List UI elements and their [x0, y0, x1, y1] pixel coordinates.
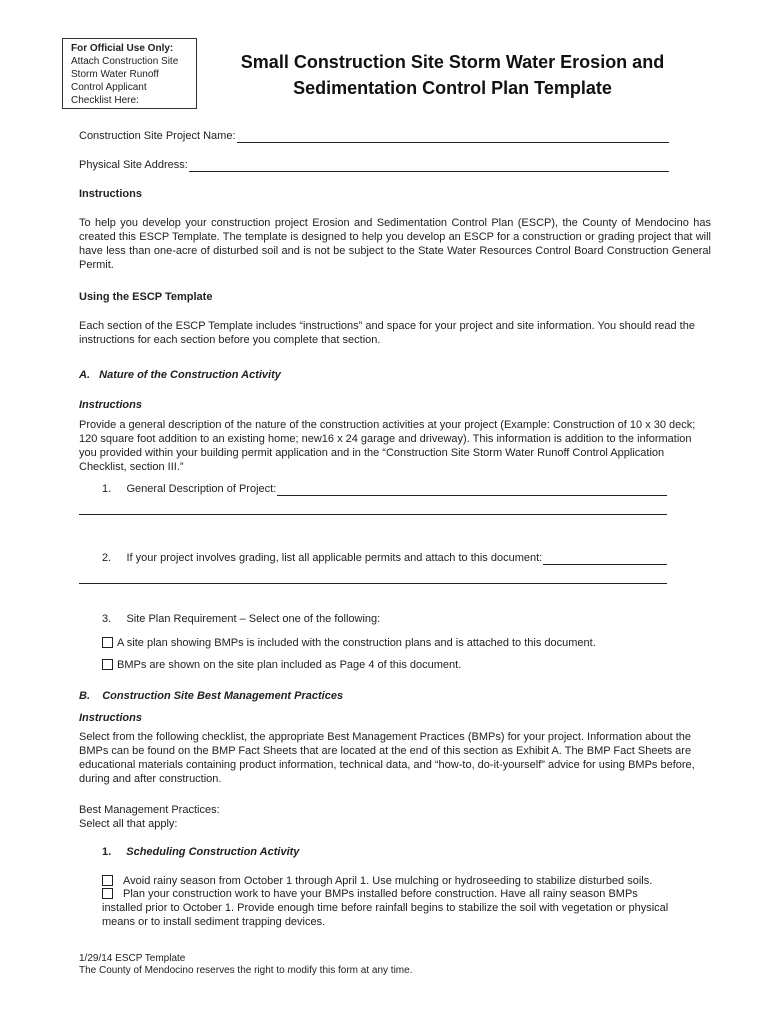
site-address-field[interactable]	[79, 158, 669, 172]
scheduling-heading	[102, 845, 299, 859]
check-2-continued: installed prior to October 1. Provide enough time before rainfall begins to stabilize the soil with vegetation or physical means or to install sediment trapping devices.	[102, 902, 669, 928]
section-b-text: Select from the following checklist, the appropriate Best Management Practices (BMPs) for your project. Information about the BMPs can be found on the BMP Fact Sheets that are located at the end of this section as Exhibit A. The BMP Fact Sheets are educational materials containing product information, technical data, and “how-to, do-it-yourself” advice for using BMPs before, during and after construction.	[79, 731, 695, 785]
footer-date: 1/29/14 ESCP Template	[79, 953, 186, 964]
site-address-line[interactable]	[189, 159, 669, 172]
check-2-label: Plan your construction work to have your BMPs installed before construction. Have all rainy season BMPs	[123, 888, 638, 900]
title-line-2: Sedimentation Control Plan Template	[293, 78, 612, 98]
section-a-instructions-heading: Instructions	[79, 399, 142, 411]
option-2-checkbox[interactable]	[102, 659, 113, 670]
using-template-heading: Using the ESCP Template	[79, 291, 213, 303]
site-address-label: Physical Site Address:	[79, 159, 188, 171]
official-use-line: Attach Construction Site	[71, 56, 179, 67]
title-line-1: Small Construction Site Storm Water Erosion and	[240, 52, 665, 72]
grading-permits-field[interactable]	[102, 551, 667, 565]
official-use-line: Storm Water Runoff	[71, 69, 159, 80]
section-a-text: Provide a general description of the nature of the construction activities at your project (Example: Construction of 10 x 30 deck; 120 square foot addition to an existing home; new16 x 24 garage and driveway). This information is addition to the information you provided within your building permit application and in the “Construction Site Storm Water Runoff Control Application Checklist, section III.”	[79, 419, 696, 473]
footer-disclaimer: The County of Mendocino reserves the right to modify this form at any time.	[79, 965, 413, 976]
option-1-label: A site plan showing BMPs is included with the construction plans and is attached to this document.	[117, 637, 596, 649]
option-1-checkbox[interactable]	[102, 637, 113, 648]
instructions-heading: Instructions	[79, 188, 142, 200]
bmp-check-1[interactable]	[102, 874, 714, 888]
scheduling-number: 1.	[102, 846, 112, 858]
check-1-checkbox[interactable]	[102, 875, 113, 886]
document-title	[205, 49, 700, 101]
project-name-field[interactable]	[79, 129, 669, 143]
bmp-check-2[interactable]	[102, 887, 714, 901]
site-plan-requirement: 3. Site Plan Requirement – Select one of the following:	[102, 613, 381, 625]
scheduling-title: Scheduling Construction Activity	[126, 846, 300, 858]
section-b-instructions-heading: Instructions	[79, 712, 142, 724]
project-name-label: Construction Site Project Name:	[79, 130, 236, 142]
check-2-checkbox[interactable]	[102, 888, 113, 899]
site-plan-option-1[interactable]	[102, 636, 734, 650]
project-name-line[interactable]	[237, 130, 669, 143]
general-description-field[interactable]	[102, 482, 667, 496]
official-use-line: Control Applicant	[71, 82, 147, 93]
option-2-label: BMPs are shown on the site plan included as Page 4 of this document.	[117, 659, 462, 671]
grading-permits-label: 2. If your project involves grading, list all applicable permits and attach to this document:	[102, 552, 543, 564]
bmp-label-1: Best Management Practices:	[79, 804, 220, 816]
official-use-box	[62, 38, 197, 109]
using-template-text: Each section of the ESCP Template includes “instructions” and space for your project and site information. You should read the instructions for each section before you complete that section.	[79, 320, 695, 346]
official-use-line: Checklist Here:	[71, 95, 139, 106]
section-b-heading: B. Construction Site Best Management Practices	[79, 690, 344, 702]
section-a-heading: A. Nature of the Construction Activity	[79, 369, 281, 381]
general-description-line[interactable]	[277, 483, 667, 496]
site-plan-option-2[interactable]	[102, 658, 734, 672]
grading-permits-line[interactable]	[543, 552, 667, 565]
bmp-label-2: Select all that apply:	[79, 818, 178, 830]
general-description-label: 1. General Description of Project:	[102, 483, 277, 495]
grading-permits-line-2[interactable]	[79, 583, 667, 584]
instructions-text: To help you develop your construction project Erosion and Sedimentation Control Plan (ESCP), the County of Mendocino has created this ESCP Template. The template is designed to help you develop an ESCP for a construction or grading project that will have less than one-acre of disturbed soil and is not be subject to the State Water Resources Control Board Construction General Permit.	[79, 217, 711, 271]
check-1-label: Avoid rainy season from October 1 through April 1. Use mulching or hydroseeding to stabilize disturbed soils.	[123, 875, 653, 887]
general-description-line-2[interactable]	[79, 514, 667, 515]
official-use-heading: For Official Use Only:	[71, 43, 174, 54]
